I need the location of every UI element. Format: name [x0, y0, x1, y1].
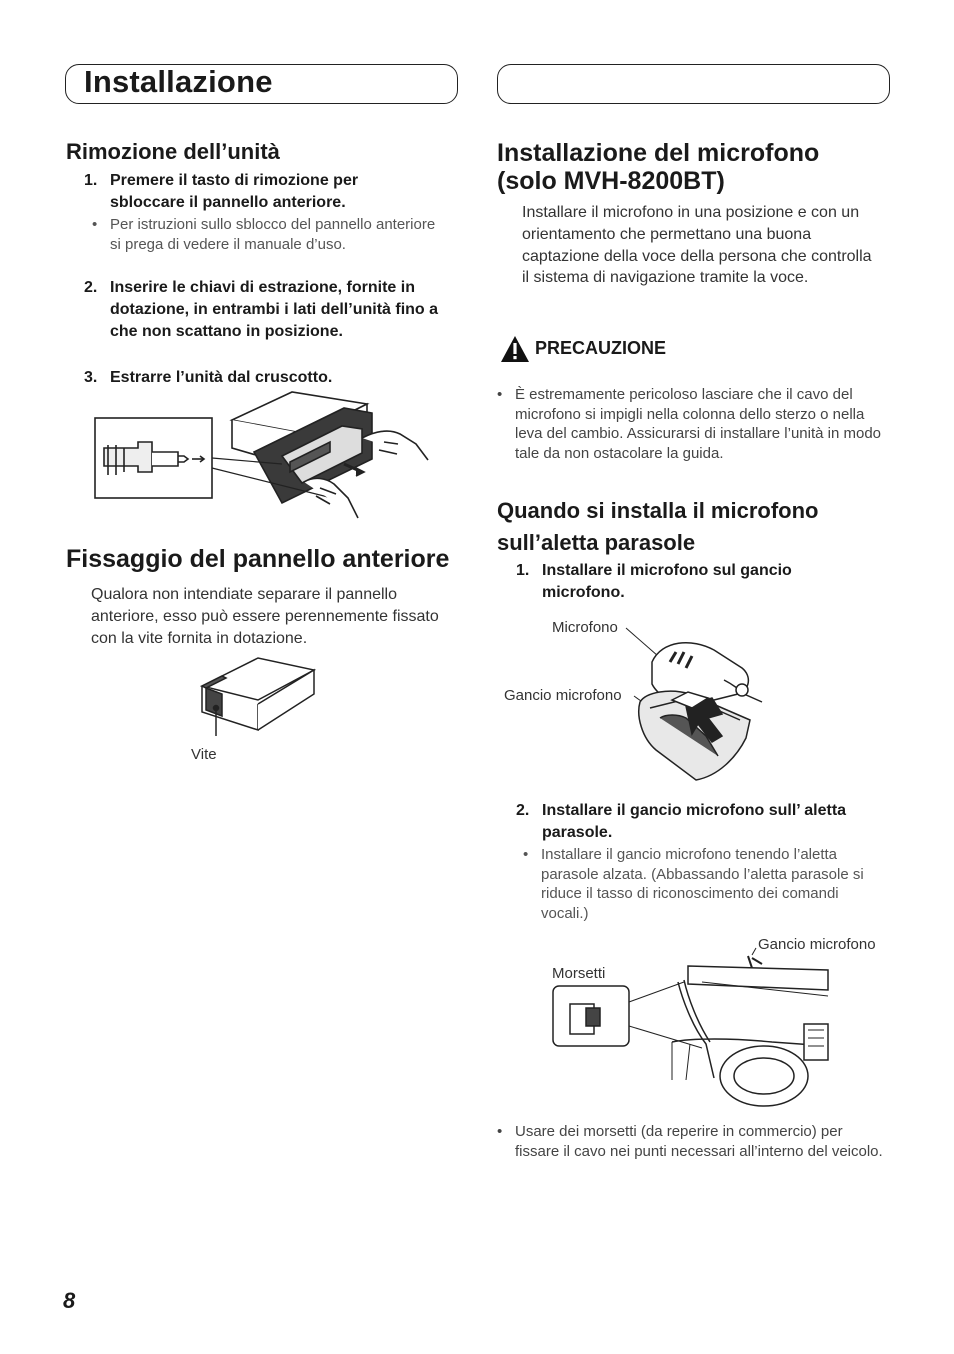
step-number: 1.	[84, 172, 98, 189]
mic-body: Installare il microfono in una posizione e con un orientamento che permettano una buona captazione della voce della persona che controlla il sistema di navigazione tramite la voce.	[522, 204, 872, 287]
visor-heading-line2: sull’aletta parasole	[497, 530, 696, 555]
bullet-icon: •	[92, 216, 98, 233]
front-panel-screw-illustration	[196, 656, 316, 746]
caution-note	[497, 385, 889, 463]
step-text: Installare il gancio microfono sull’ aletta parasole.	[542, 802, 847, 841]
screw-label: Vite	[191, 746, 217, 763]
bullet-icon: •	[497, 386, 503, 403]
mic-hook-label-2: Gancio microfono	[758, 936, 876, 953]
final-note	[497, 1122, 889, 1161]
removal-step-3	[84, 367, 454, 389]
unit-removal-illustration	[94, 390, 439, 525]
mic-heading	[497, 139, 819, 195]
page-number: 8	[63, 1288, 76, 1313]
caution-label: PRECAUZIONE	[535, 338, 667, 358]
step-text: Installare il microfono sul gancio microfono.	[542, 562, 792, 601]
title-frame-right	[497, 64, 890, 104]
mic-heading-line2: (solo MVH-8200BT)	[497, 167, 725, 195]
mic-heading-line1: Installazione del microfono	[497, 139, 820, 167]
microphone-label: Microfono	[552, 619, 618, 636]
step-text: Inserire le chiavi di estrazione, fornite in dotazione, in entrambi i lati dell’unità fino a che non scattano in posizione.	[110, 279, 439, 340]
mic-hook-illustration	[600, 622, 770, 777]
bullet-icon: •	[497, 1123, 503, 1140]
step-number: 2.	[516, 802, 530, 819]
car-interior-illustration	[552, 952, 830, 1082]
warning-icon	[500, 335, 530, 363]
visor-step-1	[516, 560, 856, 604]
step-number: 1.	[516, 562, 530, 579]
visor-heading	[497, 495, 818, 559]
removal-note	[92, 215, 444, 254]
visor-step-2	[516, 800, 876, 844]
fixing-body: Qualora non intendiate separare il pannello anteriore, esso può essere perennemente fissato con la vite fornita in dotazione.	[91, 586, 439, 647]
removal-step-1	[84, 170, 424, 214]
step-text: Premere il tasto di rimozione per sbloccare il pannello anteriore.	[110, 172, 359, 211]
step-number: 2.	[84, 279, 98, 296]
visor-note	[523, 845, 883, 923]
note-text: Per istruzioni sullo sblocco del pannello anteriore si prega di vedere il manuale d’uso.	[110, 216, 436, 253]
step-number: 3.	[84, 369, 98, 386]
bullet-icon: •	[523, 846, 529, 863]
removal-heading: Rimozione dell’unità	[66, 139, 280, 164]
removal-step-2	[84, 277, 462, 343]
fixing-heading: Fissaggio del pannello anteriore	[66, 545, 450, 573]
note-text: Usare dei morsetti (da reperire in commercio) per fissare il cavo nei punti necessari all’interno del veicolo.	[515, 1123, 883, 1160]
visor-heading-line1: Quando si installa il microfono	[497, 498, 819, 523]
note-text: È estremamente pericoloso lasciare che il cavo del microfono si impigli nella colonna dello sterzo o nella leva del cambio. Assicurarsi di installare l’unità in modo tale da non ostacolare la guida.	[515, 386, 882, 462]
page-title: Installazione	[84, 64, 273, 99]
note-text: Installare il gancio microfono tenendo l’aletta parasole alzata. (Abbassando l’aletta parasole si riduce il tasso di riconoscimento dei comandi vocali.)	[541, 846, 864, 922]
clamps-label: Morsetti	[552, 965, 606, 982]
step-text: Estrarre l’unità dal cruscotto.	[110, 369, 333, 386]
mic-hook-label: Gancio microfono	[504, 687, 622, 704]
